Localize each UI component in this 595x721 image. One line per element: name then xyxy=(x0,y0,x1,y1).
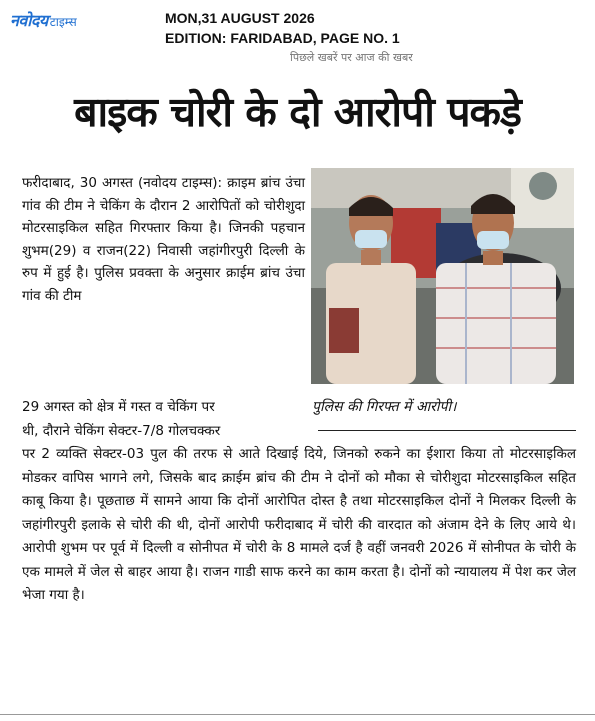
article-headline: बाइक चोरी के दो आरोपी पकड़े xyxy=(74,88,521,136)
article-line-29: 29 अगस्त को क्षेत्र में गस्त व चेकिंग पर xyxy=(22,399,215,415)
article-body-full-width: पर 2 व्यक्ति सेक्टर-03 पुल की तरफ से आते दिखाई दिये, जिनको रुकने का ईशारा किया तो मोटरसाइकिल मोडकर वापिस भागने लगे, जिसके बाद क्राईम ब्रांच की टीम ने दोनों को मौका से चोरीशुदा मोटरसाइकिल सहित काबू किया है। पूछताछ में सामने आया कि दोनों आरोपित दोस्त है तथा मोटरसाइकिल दोनों ने मिलकर दिल्ली के जहांगीरपुरी इलाके से चोरी की थी, दोनों आरोपी फरीदाबाद में चोरी की वारदात को अंजाम देने के लिए आये थे। आरोपी शुभम पर पूर्व में दिल्ली व सोनीपत में चोरी के 8 मामले दर्ज है वहीं जनवरी 2026 में सोनीपत के चोरी के एक मामले में जेल से बाहर आया है। राजन गाडी साफ करने का काम करता है। दोनों को न्यायालय में पेश कर जेल भेजा गया है। xyxy=(22,446,576,603)
edition-info: EDITION: FARIDABAD, PAGE NO. 1 xyxy=(165,30,400,46)
page-bottom-border xyxy=(0,714,595,715)
logo-main-text: नवोदय xyxy=(10,11,48,30)
article-left-column: फरीदाबाद, 30 अगस्त (नवोदय टाइम्स): क्राइम ब्रांच उंचा गांव की टीम ने चेकिंग के दौरान 2 आरोपितों को चोरीशुदा मोटरसाइकिल सहित गिरफ्तार किया है। जिनकी पहचान शुभम(29) व राजन(22) निवासी जहांगीरपुरी दिल्ली के रुप में हुई है। पुलिस प्रवक्ता के अनुसार क्राईम ब्रांच उंचा गांव की टीम xyxy=(22,175,305,304)
edition-meta xyxy=(165,8,400,48)
newspaper-logo[interactable] xyxy=(10,9,77,31)
issue-date: MON,31 AUGUST 2026 xyxy=(165,10,315,26)
accused-photo-illustration xyxy=(311,168,574,384)
caption-divider xyxy=(318,430,576,431)
photo-caption: पुलिस की गिरफ्त में आरोपी। xyxy=(312,399,457,415)
cut-off-text-strip: पिछले खबरें पर आज की खबर xyxy=(290,51,413,64)
article-line-thi: थी, दौराने चेकिंग सेक्टर-7/8 गोलचक्कर xyxy=(22,423,221,439)
article-photo xyxy=(311,168,574,384)
logo-sub-text: टाइम्स xyxy=(49,15,77,29)
